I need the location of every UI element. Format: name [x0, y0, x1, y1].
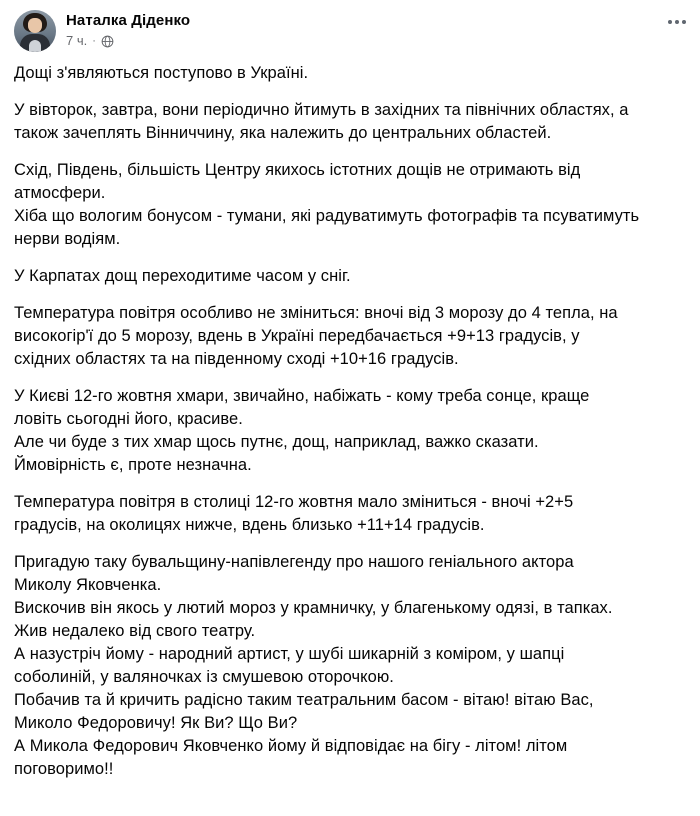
post-paragraph: [14, 62, 686, 85]
post-line: Миколо Федоровичу! Як Ви? Що Ви?: [14, 714, 298, 732]
post-line: високогір'ї до 5 морозу, вдень в Україні передбачається +9+13 градусів, у: [14, 327, 580, 345]
post-line: Миколу Яковченка.: [14, 576, 162, 594]
post-paragraph: [14, 99, 686, 145]
post-line: нерви водіям.: [14, 230, 121, 248]
post-line: А Микола Федорович Яковченко йому й відповідає на бігу - літом! літом: [14, 737, 568, 755]
post-line: У Карпатах дощ переходитиме часом у сніг.: [14, 267, 351, 285]
more-options-icon[interactable]: [662, 14, 692, 30]
post-paragraph: [14, 159, 686, 251]
post-line: східних областях та на південному сході +10+16 градусів.: [14, 350, 459, 368]
post-line: Дощі з'являються поступово в Україні.: [14, 64, 309, 82]
avatar-face: [28, 18, 42, 33]
post-line: соболиній, у валяночках із смушевою оторочкою.: [14, 668, 394, 686]
post-header-text: [66, 10, 190, 49]
avatar-collar: [29, 40, 41, 52]
meta-separator: ·: [92, 34, 96, 47]
post-line: також зачеплять Вінниччину, яка належить до центральних областей.: [14, 124, 552, 142]
post-line: У вівторок, завтра, вони періодично йтимуть в західних та північних областях, а: [14, 101, 629, 119]
author-name[interactable]: Наталка Діденко: [66, 12, 191, 29]
post-paragraph: [14, 491, 686, 537]
avatar[interactable]: [14, 10, 56, 52]
dot-2: [675, 20, 679, 24]
post-paragraph: [14, 302, 686, 371]
post-line: атмосфери.: [14, 184, 106, 202]
post-paragraph: [14, 551, 686, 781]
post-line: поговоримо!!: [14, 760, 114, 778]
post-header: [0, 0, 700, 58]
post-line: А назустріч йому - народний артист, у шубі шикарній з коміром, у шапці: [14, 645, 565, 663]
post-paragraph: [14, 265, 686, 288]
globe-icon[interactable]: [101, 35, 114, 48]
post-line: градусів, на околицях нижче, вдень близько +11+14 градусів.: [14, 516, 485, 534]
post-line: Пригадую таку бувальщину-напівлегенду про нашого геніального актора: [14, 553, 574, 571]
post-meta: [66, 33, 190, 49]
post-line: Вискочив він якось у лютий мороз у крамничку, у благенькому одязі, в тапках.: [14, 599, 613, 617]
post-line: ловіть сьогодні його, красиве.: [14, 410, 243, 428]
post-line: Температура повітря особливо не зміниться: вночі від 3 морозу до 4 тепла, на: [14, 304, 618, 322]
post-line: Але чи буде з тих хмар щось путнє, дощ, наприклад, важко сказати.: [14, 433, 539, 451]
post-line: Ймовірність є, проте незначна.: [14, 456, 252, 474]
post-text: [0, 58, 700, 795]
post-timestamp[interactable]: 7 ч.: [66, 33, 88, 48]
post-line: Побачив та й кричить радісно таким театральним басом - вітаю! вітаю Вас,: [14, 691, 594, 709]
dot-3: [682, 20, 686, 24]
post-line: Жив недалеко від свого театру.: [14, 622, 256, 640]
post-line: Температура повітря в столиці 12-го жовтня мало зміниться - вночі +2+5: [14, 493, 574, 511]
post-paragraph: [14, 385, 686, 477]
post-line: Схід, Південь, більшість Центру якихось істотних дощів не отримають від: [14, 161, 581, 179]
post-line: У Києві 12-го жовтня хмари, звичайно, набіжать - кому треба сонце, краще: [14, 387, 590, 405]
dot-1: [668, 20, 672, 24]
post-line: Хіба що вологим бонусом - тумани, які радуватимуть фотографів та псуватимуть: [14, 207, 640, 225]
